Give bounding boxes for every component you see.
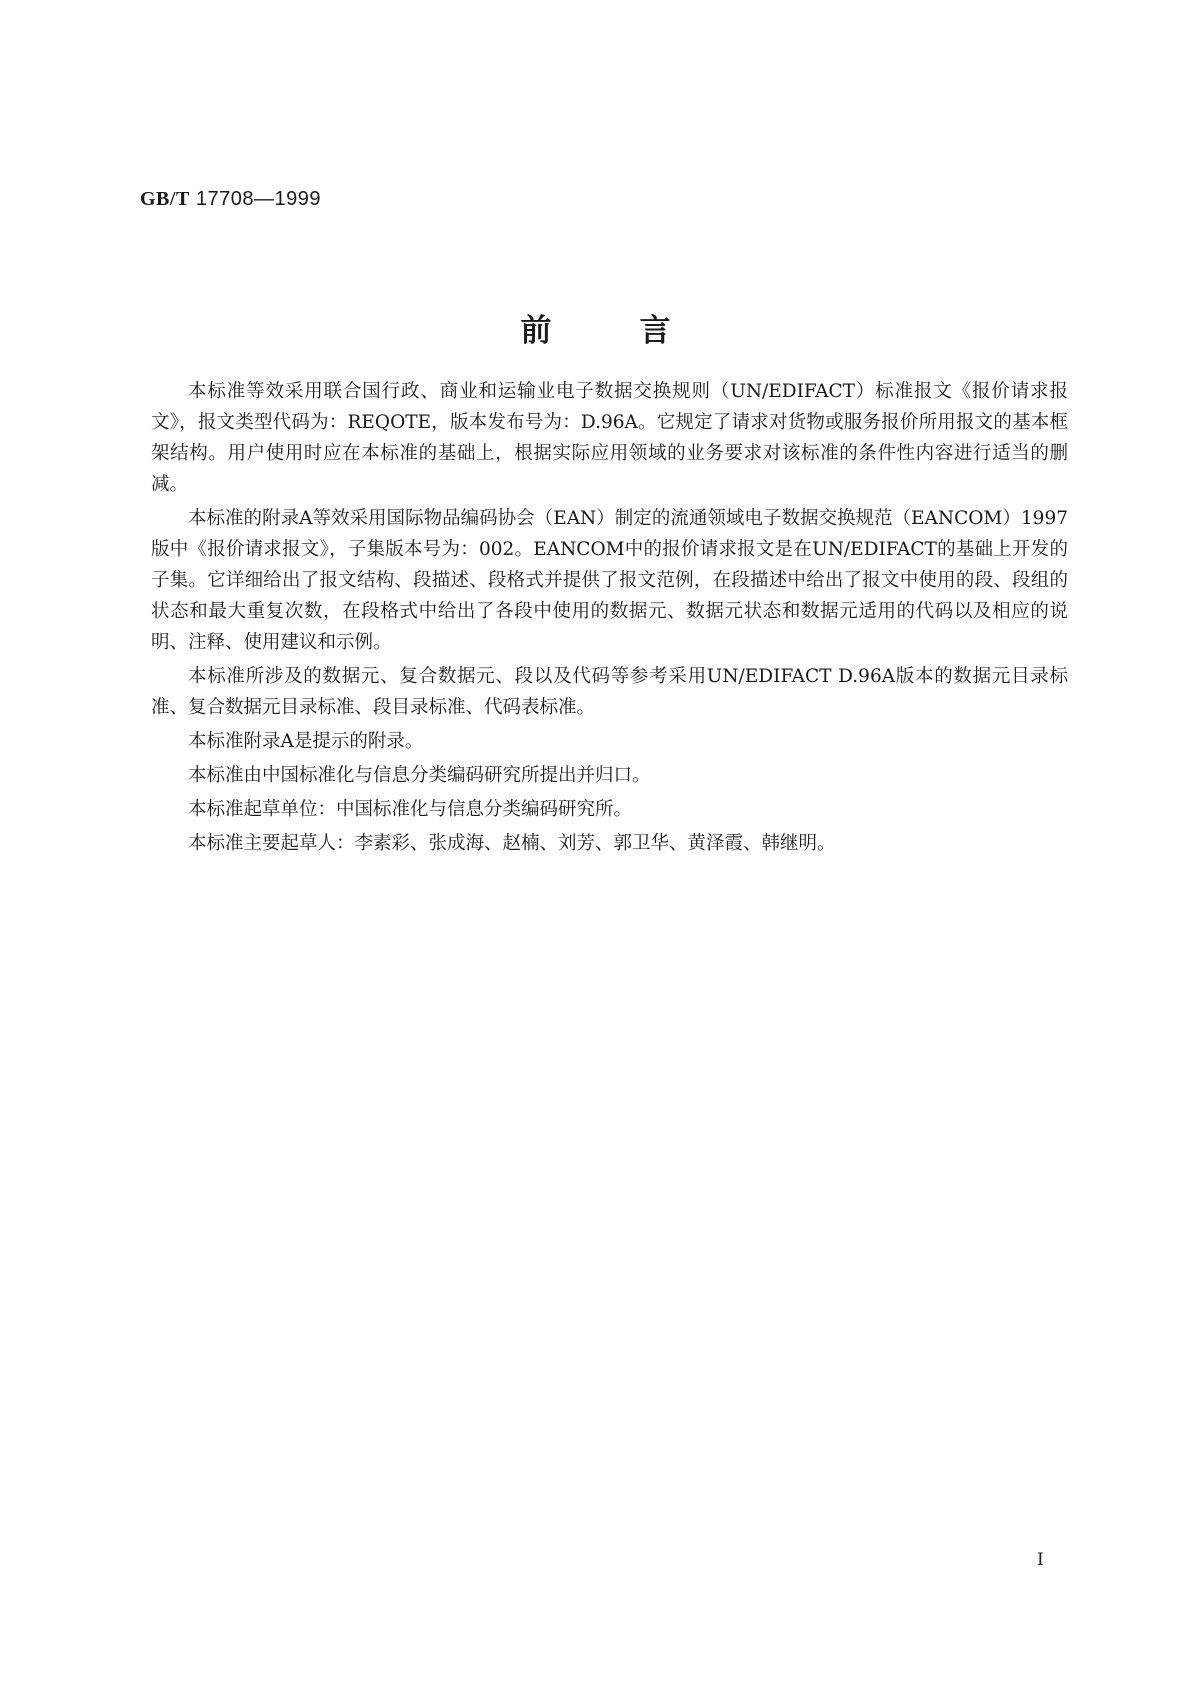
page-number: I [1037, 1550, 1044, 1570]
standard-year-number: 17708—1999 [195, 188, 321, 210]
foreword-paragraph: 本标准等效采用联合国行政、商业和运输业电子数据交换规则（UN/EDIFACT）标准报文《报价请求报文》，报文类型代码为：REQOTE，版本发布号为：D.96A。它规定了请求对货物或服务报价所用报文的基本框架结构。用户使用时应在本标准的基础上，根据实际应用领域的业务要求对该标准的条件性内容进行适当的删减。 [151, 381, 1068, 495]
foreword-paragraph: 本标准主要起草人：李素彩、张成海、赵楠、刘芳、郭卫华、黄泽霞、韩继明。 [188, 833, 836, 854]
foreword-paragraph: 本标准的附录A等效采用国际物品编码协会（EAN）制定的流通领域电子数据交换规范（EANCOM）1997版中《报价请求报文》，子集版本号为：002。EANCOM中的报价请求报文是在UN/EDIFACT的基础上开发的子集。它详细给出了报文结构、段描述、段格式并提供了报文范例，在段描述中给出了报文中使用的段、段组的状态和最大重复次数，在段格式中给出了各段中使用的数据元、数据元状态和数据元适用的代码以及相应的说明、注释、使用建议和示例。 [151, 508, 1068, 653]
standard-code: GB/T [140, 188, 190, 210]
standard-number-header [140, 188, 321, 211]
foreword-body [151, 376, 1068, 862]
foreword-paragraph: 本标准附录A是提示的附录。 [188, 731, 424, 752]
foreword-paragraph: 本标准由中国标准化与信息分类编码研究所提出并归口。 [188, 765, 651, 786]
foreword-paragraph: 本标准起草单位：中国标准化与信息分类编码研究所。 [188, 799, 633, 820]
foreword-paragraph: 本标准所涉及的数据元、复合数据元、段以及代码等参考采用UN/EDIFACT D.96A版本的数据元目录标准、复合数据元目录标准、段目录标准、代码表标准。 [151, 666, 1068, 718]
page-title: 前言 [520, 313, 759, 349]
